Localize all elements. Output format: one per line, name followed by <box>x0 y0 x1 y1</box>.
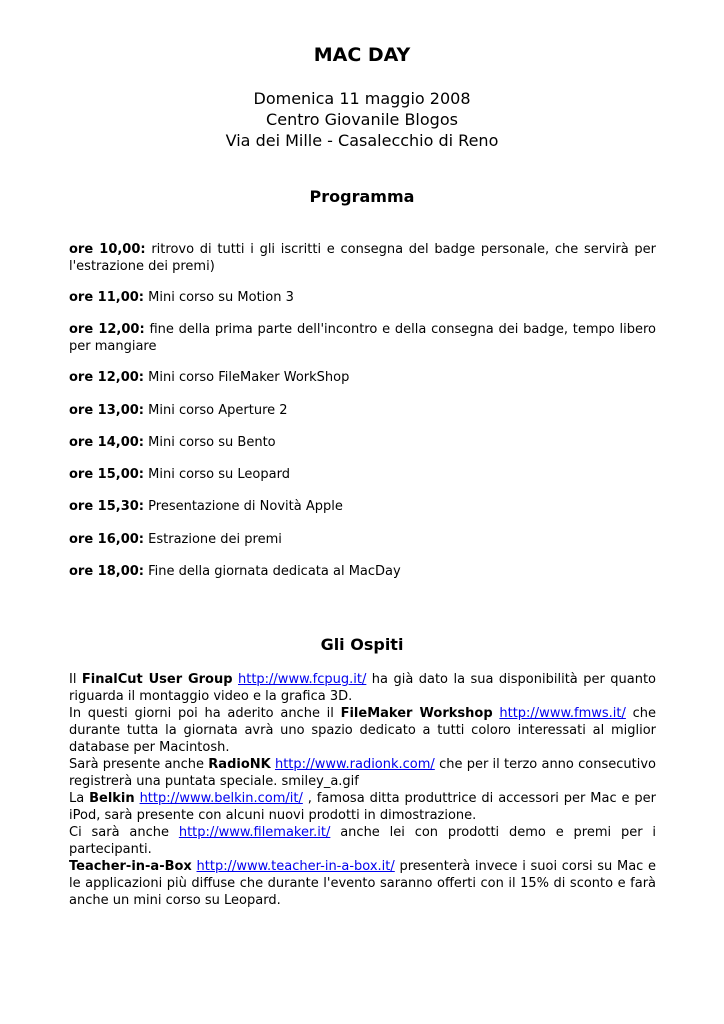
schedule-item <box>69 434 656 451</box>
schedule-item <box>69 289 656 306</box>
guest-paragraph: In questi giorni poi ha aderito anche il FileMaker Workshop http://www.fmws.it/ che durante tutta la giornata avrà uno spazio dedicato a tutti coloro interessati al miglior database per Macintosh. <box>69 706 656 755</box>
event-place: Centro Giovanile Blogos <box>266 110 458 129</box>
guest-name: FinalCut User Group <box>81 672 233 687</box>
event-details <box>0 88 724 151</box>
schedule-text: Mini corso su Bento <box>144 434 276 450</box>
event-address: Via dei Mille - Casalecchio di Reno <box>225 131 499 150</box>
schedule-text: Estrazione dei premi <box>144 531 282 547</box>
guest-link[interactable]: http://www.belkin.com/it/ <box>139 791 303 806</box>
schedule-text: fine della prima parte dell'incontro e della consegna dei badge, tempo libero per mangiare <box>69 322 656 355</box>
schedule-item <box>69 563 656 580</box>
schedule-item <box>69 531 656 548</box>
program-heading: Programma <box>309 187 415 206</box>
schedule-time: ore 18,00: <box>69 564 145 580</box>
schedule-time: ore 12,00: <box>69 322 145 338</box>
page-title: MAC DAY <box>313 44 411 66</box>
guest-link[interactable]: http://www.fmws.it/ <box>499 706 626 721</box>
guest-name: RadioNK <box>208 757 271 772</box>
schedule-text: Fine della giornata dedicata al MacDay <box>144 564 401 580</box>
schedule-item <box>69 402 656 419</box>
schedule-text: ritrovo di tutti i gli iscritti e consegna del badge personale, che servirà per l'estrazione dei premi) <box>69 242 656 274</box>
schedule-time: ore 15,30: <box>69 499 145 515</box>
guest-paragraph: Il FinalCut User Group http://www.fcpug.it/ ha già dato la sua disponibilità per quanto riguarda il montaggio video e la grafica 3D. <box>69 672 656 704</box>
guest-paragraph: Teacher-in-a-Box http://www.teacher-in-a-box.it/ presenterà invece i suoi corsi su Mac e le applicazioni più diffuse che durante l'evento saranno offerti con il 15% di sconto e farà anche un mini corso su Leopard. <box>69 859 656 908</box>
schedule-item <box>69 466 656 483</box>
schedule-time: ore 13,00: <box>69 402 145 418</box>
guest-link[interactable]: http://www.filemaker.it/ <box>178 825 331 840</box>
guest-name: Teacher-in-a-Box <box>69 859 192 874</box>
guest-name: Belkin <box>89 791 135 806</box>
schedule-item <box>69 321 656 355</box>
schedule-item <box>69 498 656 515</box>
schedule-time: ore 11,00: <box>69 290 145 305</box>
schedule-time: ore 14,00: <box>69 434 145 450</box>
guest-name: FileMaker Workshop <box>340 706 493 721</box>
guests-heading: Gli Ospiti <box>320 635 404 654</box>
schedule-time: ore 15,00: <box>69 467 145 483</box>
program-schedule <box>69 241 656 580</box>
guest-paragraph: Sarà presente anche RadioNK http://www.radionk.com/ che per il terzo anno consecutivo registrerà una puntata speciale. smiley_a.gif <box>69 757 656 789</box>
schedule-text: Presentazione di Novità Apple <box>144 499 343 515</box>
event-date: Domenica 11 maggio 2008 <box>253 89 471 108</box>
schedule-time: ore 16,00: <box>69 531 145 547</box>
guest-paragraph: La Belkin http://www.belkin.com/it/ , famosa ditta produttrice di accessori per Mac e per iPod, sarà presente con alcuni nuovi prodotti in dimostrazione. <box>69 791 657 823</box>
schedule-time: ore 10,00: <box>69 242 146 257</box>
guest-link[interactable]: http://www.radionk.com/ <box>274 757 435 772</box>
schedule-text: Mini corso su Motion 3 <box>144 290 294 305</box>
schedule-item <box>69 241 656 275</box>
schedule-time: ore 12,00: <box>69 370 145 386</box>
schedule-text: Mini corso FileMaker WorkShop <box>144 370 350 386</box>
schedule-item <box>69 369 656 386</box>
guests-section <box>69 671 656 909</box>
guest-paragraph: Ci sarà anche http://www.filemaker.it/ anche lei con prodotti demo e premi per i partecipanti. <box>69 825 656 857</box>
guest-link[interactable]: http://www.teacher-in-a-box.it/ <box>196 859 395 874</box>
schedule-text: Mini corso Aperture 2 <box>144 402 288 418</box>
schedule-text: Mini corso su Leopard <box>144 467 290 483</box>
guest-link[interactable]: http://www.fcpug.it/ <box>237 672 367 687</box>
